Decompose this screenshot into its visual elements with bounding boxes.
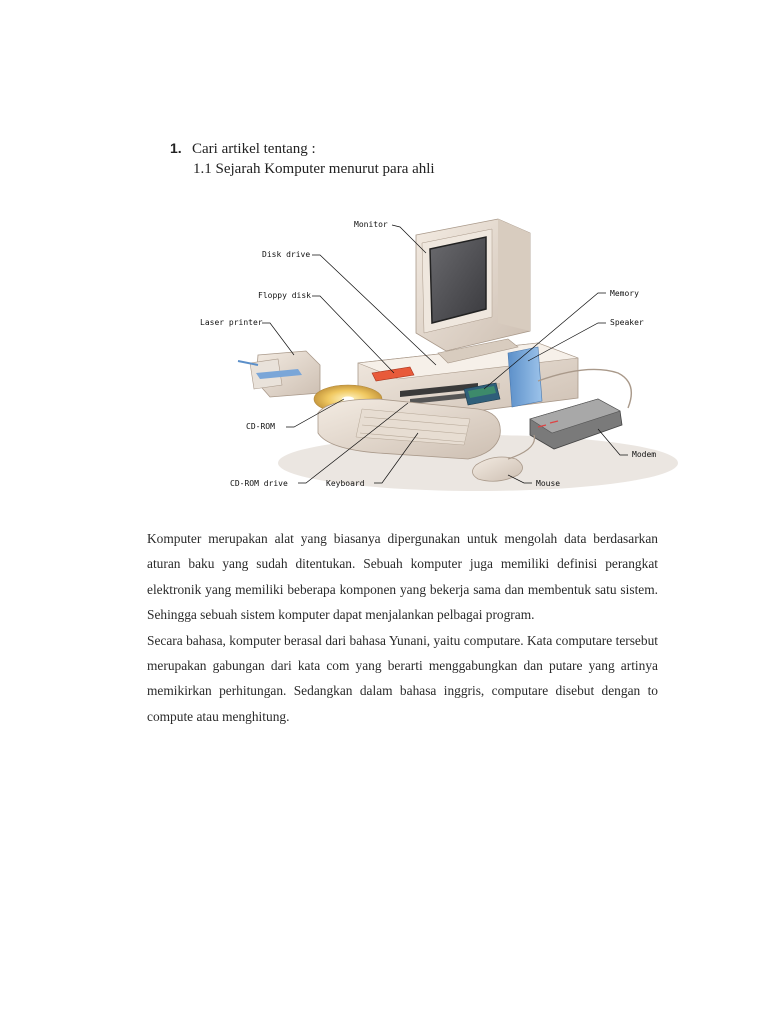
label-cd-rom-drive: CD-ROM drive xyxy=(230,479,288,488)
label-modem: Modem xyxy=(632,450,657,459)
paragraph: Secara bahasa, komputer berasal dari bahasa Yunani, yaitu computare. Kata computare tersebut merupakan gabungan dari kata com yang berarti menggabungkan dan putare yang artinya memikirkan perhitungan. Sedangkan dalam bahasa inggris, computare disebut dengan to compute atau menghitung. xyxy=(147,632,658,724)
list-subitem: 1.1 Sejarah Komputer menurut para ahli xyxy=(193,161,435,177)
article-body xyxy=(147,526,658,729)
label-memory: Memory xyxy=(610,289,639,298)
label-speaker: Speaker xyxy=(610,318,644,327)
list-title: Cari artikel tentang : xyxy=(192,141,316,157)
label-disk-drive: Disk drive xyxy=(262,250,311,259)
laser-printer xyxy=(250,351,320,397)
list-number: 1. xyxy=(170,140,182,156)
label-keyboard: Keyboard xyxy=(326,479,365,488)
label-monitor: Monitor xyxy=(354,220,388,229)
paragraph: Komputer merupakan alat yang biasanya dipergunakan untuk mengolah data berdasarkan aturan baku yang sudah ditentukan. Sebuah komputer juga memiliki definisi perangkat elektronik yang memiliki beberapa komponen yang bekerja sama dan membentuk satu sistem. Sehingga sebuah sistem komputer dapat menjalankan pelbagai program. xyxy=(147,531,658,623)
label-mouse: Mouse xyxy=(536,479,561,488)
computer-diagram xyxy=(178,213,688,498)
monitor xyxy=(416,219,530,363)
computer-diagram-svg xyxy=(178,213,688,498)
list-item-1 xyxy=(170,138,316,160)
label-cd-rom: CD-ROM xyxy=(246,422,275,431)
label-floppy-disk: Floppy disk xyxy=(258,291,311,300)
label-laser-printer: Laser printer xyxy=(200,318,263,327)
